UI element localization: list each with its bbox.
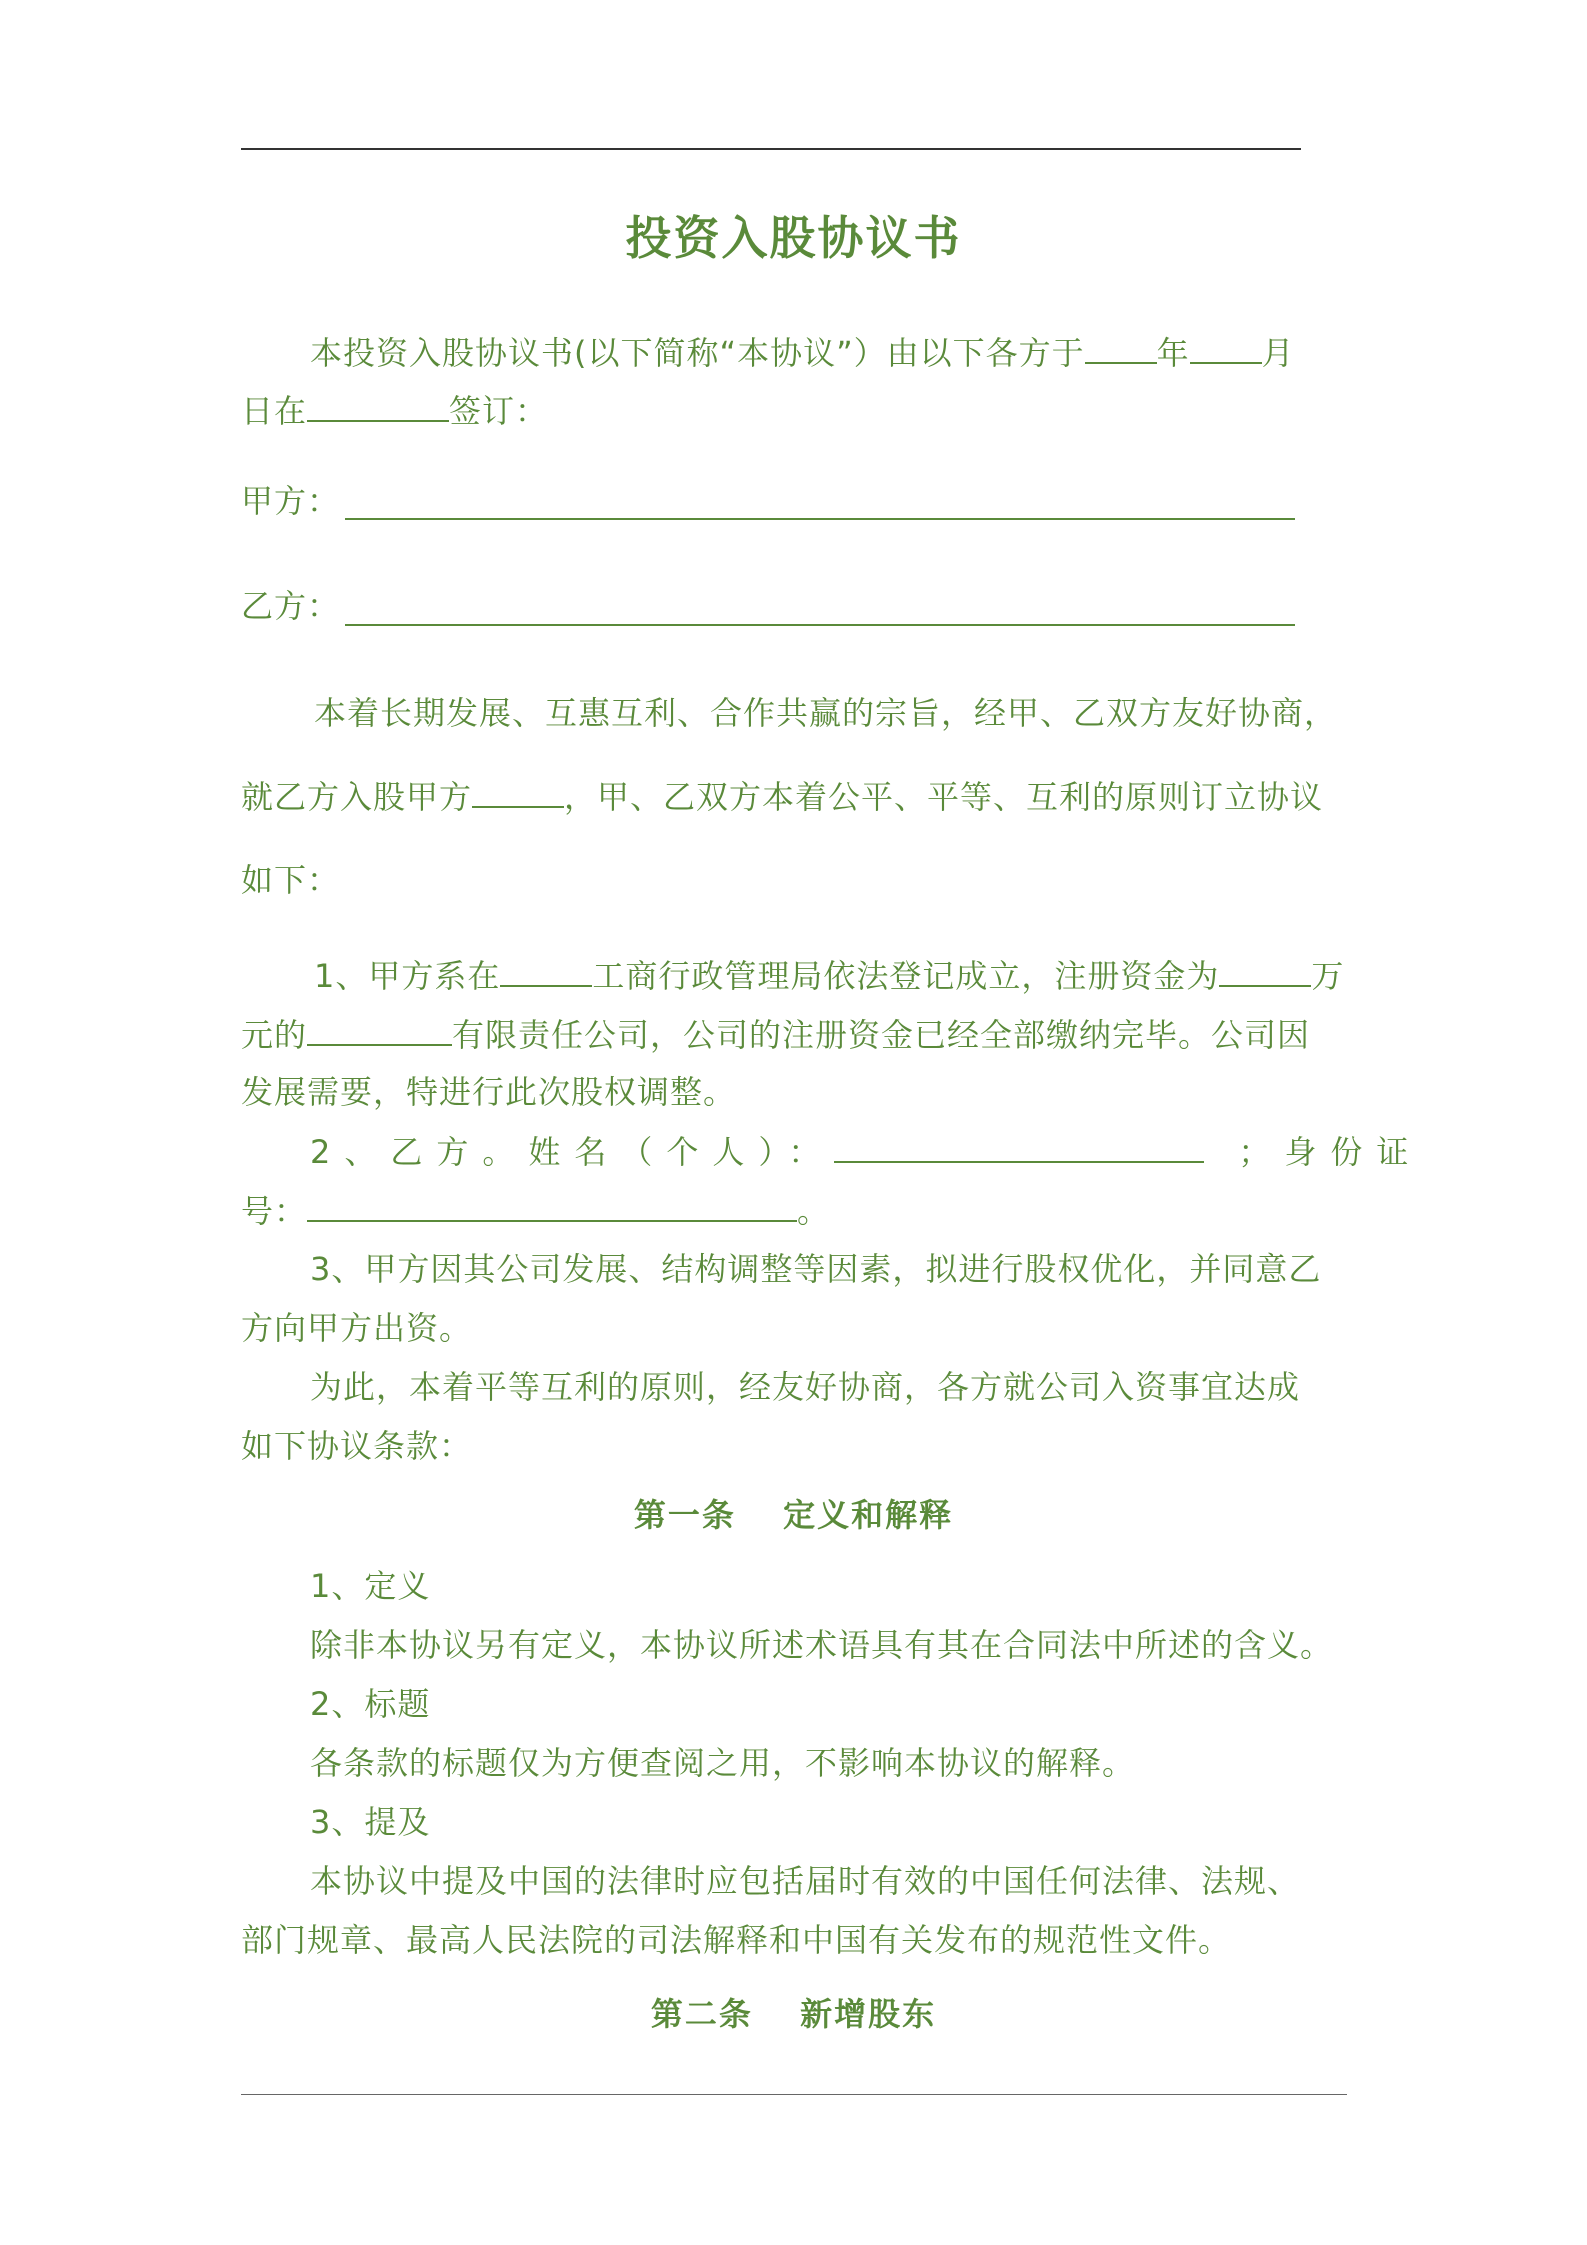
clause-1-1-title: 1、定义 <box>310 1567 431 1605</box>
purpose-text-a: 就乙方入股甲方 <box>241 778 473 816</box>
article-2-heading: 第二条 新增股东 <box>650 1995 937 2033</box>
bureau-blank[interactable] <box>500 955 592 987</box>
clause-1-2-text: 各条款的标题仅为方便查阅之用，不影响本协议的解释。 <box>310 1744 1136 1782</box>
therefore-line-1: 为此，本着平等互利的原则，经友好协商，各方就公司入资事宜达成 <box>310 1368 1301 1406</box>
item1-text-e: 有限责任公司，公司的注册资金已经全部缴纳完毕。公司因 <box>452 1016 1311 1054</box>
purpose-line-3: 如下： <box>241 861 341 899</box>
item1-text-c: 万 <box>1311 957 1345 995</box>
intro-line-2 <box>241 390 548 431</box>
intro-month-label: 月 <box>1261 334 1295 372</box>
document-title: 投资入股协议书 <box>625 211 962 265</box>
item3-line-2: 方向甲方出资。 <box>241 1309 473 1347</box>
clause-1-2-title: 2、标题 <box>310 1685 431 1723</box>
item2-text-a: 2、乙方。姓名（个人）： <box>310 1133 835 1171</box>
party-b-label: 乙方： <box>241 587 341 625</box>
intro-text: 本投资入股协议书(以下简称“本协议”）由以下各方于 <box>310 334 1085 372</box>
party-a-blank[interactable] <box>345 518 1295 520</box>
clause-1-3-text-2: 部门规章、最高人民法院的司法解释和中国有关发布的规范性文件。 <box>241 1921 1232 1959</box>
item2-text-b: ；身份证 <box>1238 1133 1423 1171</box>
item1-text-b: 工商行政管理局依法登记成立，注册资金为 <box>592 957 1220 995</box>
party-a-name-blank[interactable] <box>472 776 564 808</box>
party-a-label: 甲方： <box>241 482 341 520</box>
item2-text-c: 号： <box>241 1192 308 1230</box>
purpose-line-1: 本着长期发展、互惠互利、合作共赢的宗旨，经甲、乙双方友好协商， <box>314 694 1338 732</box>
item2-line-2 <box>241 1190 830 1231</box>
place-blank[interactable] <box>307 390 449 422</box>
footer-rule <box>241 2094 1347 2095</box>
intro-line-1 <box>310 332 1295 373</box>
clause-1-1-text: 除非本协议另有定义，本协议所述术语具有其在合同法中所述的含义。 <box>310 1626 1334 1664</box>
item1-text-d: 元的 <box>241 1016 308 1054</box>
item3-line-1: 3、甲方因其公司发展、结构调整等因素，拟进行股权优化，并同意乙 <box>310 1250 1322 1288</box>
item1-text-a: 1、甲方系在 <box>314 957 501 995</box>
clause-1-3-text-1: 本协议中提及中国的法律时应包括届时有效的中国任何法律、法规、 <box>310 1862 1301 1900</box>
item2-text-d: 。 <box>797 1192 831 1230</box>
party-b-blank[interactable] <box>345 624 1295 626</box>
therefore-line-2: 如下协议条款： <box>241 1427 473 1465</box>
year-blank[interactable] <box>1085 332 1157 364</box>
intro-day-label: 日在 <box>241 392 308 430</box>
month-blank[interactable] <box>1190 332 1262 364</box>
company-name-blank[interactable] <box>307 1014 452 1046</box>
id-number-blank[interactable] <box>307 1190 797 1222</box>
article-1-heading: 第一条 定义和解释 <box>633 1496 954 1534</box>
purpose-text-b: ，甲、乙双方本着公平、平等、互利的原则订立协议 <box>564 778 1324 816</box>
intro-year-label: 年 <box>1156 334 1190 372</box>
purpose-line-2 <box>241 776 1323 817</box>
item2-line-1 <box>310 1131 1422 1172</box>
name-blank[interactable] <box>834 1131 1204 1163</box>
header-rule <box>241 148 1301 150</box>
item1-line-1 <box>314 955 1344 996</box>
intro-signed-label: 签订： <box>449 392 549 430</box>
clause-1-3-title: 3、提及 <box>310 1803 431 1841</box>
item1-line-3: 发展需要，特进行此次股权调整。 <box>241 1073 737 1111</box>
item1-line-2 <box>241 1014 1310 1055</box>
capital-blank[interactable] <box>1219 955 1311 987</box>
